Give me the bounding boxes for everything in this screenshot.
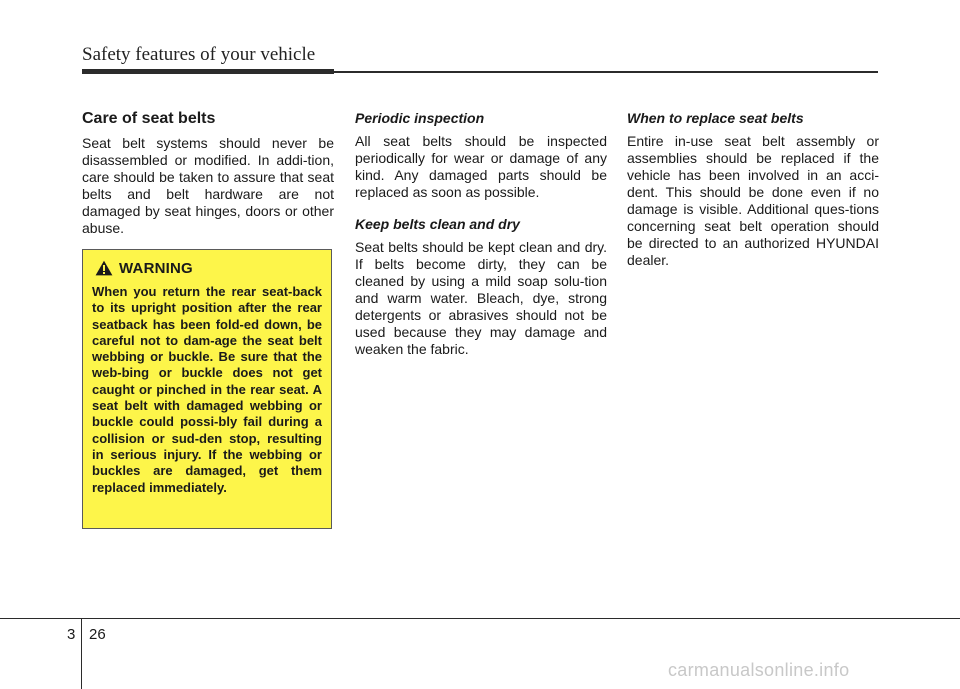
page-header-title: Safety features of your vehicle bbox=[82, 44, 316, 65]
paragraph-periodic-inspection: All seat belts should be inspected periodically for wear or damage of any kind. Any damaged parts should be replaced as soon as possible. bbox=[355, 133, 607, 200]
warning-box bbox=[82, 249, 332, 529]
column-when-to-replace bbox=[627, 109, 879, 283]
warning-header bbox=[92, 257, 322, 279]
column-inspection-and-cleaning bbox=[355, 109, 607, 372]
warning-triangle-icon bbox=[95, 260, 113, 276]
section-title-periodic-inspection: Periodic inspection bbox=[355, 110, 485, 126]
paragraph-care-of-seat-belts: Seat belt systems should never be disassembled or modified. In addi-tion, care should be taken to assure that seat belts and belt hardware are not damaged by seat hinges, doors or other abuse. bbox=[82, 135, 334, 236]
header-rule-thin bbox=[334, 71, 878, 73]
warning-title: WARNING bbox=[119, 259, 193, 277]
footer-rule bbox=[0, 618, 960, 619]
page-number: 26 bbox=[89, 626, 106, 643]
section-title-care-of-seat-belts: Care of seat belts bbox=[82, 110, 216, 127]
section-title-when-to-replace: When to replace seat belts bbox=[627, 110, 804, 126]
chapter-number: 3 bbox=[67, 626, 76, 643]
section-title-keep-belts-clean: Keep belts clean and dry bbox=[355, 216, 520, 232]
watermark: carmanualsonline.info bbox=[668, 660, 850, 680]
header-rule-thick bbox=[82, 69, 334, 74]
paragraph-when-to-replace: Entire in-use seat belt assembly or assemblies should be replaced if the vehicle has been involved in an acci-dent. This should be done even if no damage is visible. Additional ques-tions concerning seat belt operation should be directed to an authorized HYUNDAI dealer. bbox=[627, 133, 879, 268]
paragraph-keep-belts-clean: Seat belts should be kept clean and dry. If belts become dirty, they can be cleaned by using a mild soap solu-tion and warm water. Bleach, dye, strong detergents or abrasives should not be used because they may damage and weaken the fabric. bbox=[355, 239, 607, 357]
column-care-of-seat-belts bbox=[82, 109, 334, 251]
footer-divider bbox=[81, 618, 82, 689]
warning-text: When you return the rear seat-back to its upright position after the rear seatback has been fold-ed down, be careful not to dam-age the seat belt webbing or buckle. Be sure that the web-bing or buckle does not get caught or pinched in the rear seat. A seat belt with damaged webbing or buckle could possi-bly fail during a collision or sud-den stop, resulting in serious injury. If the webbing or buckles are damaged, get them replaced immediately. bbox=[92, 284, 322, 495]
